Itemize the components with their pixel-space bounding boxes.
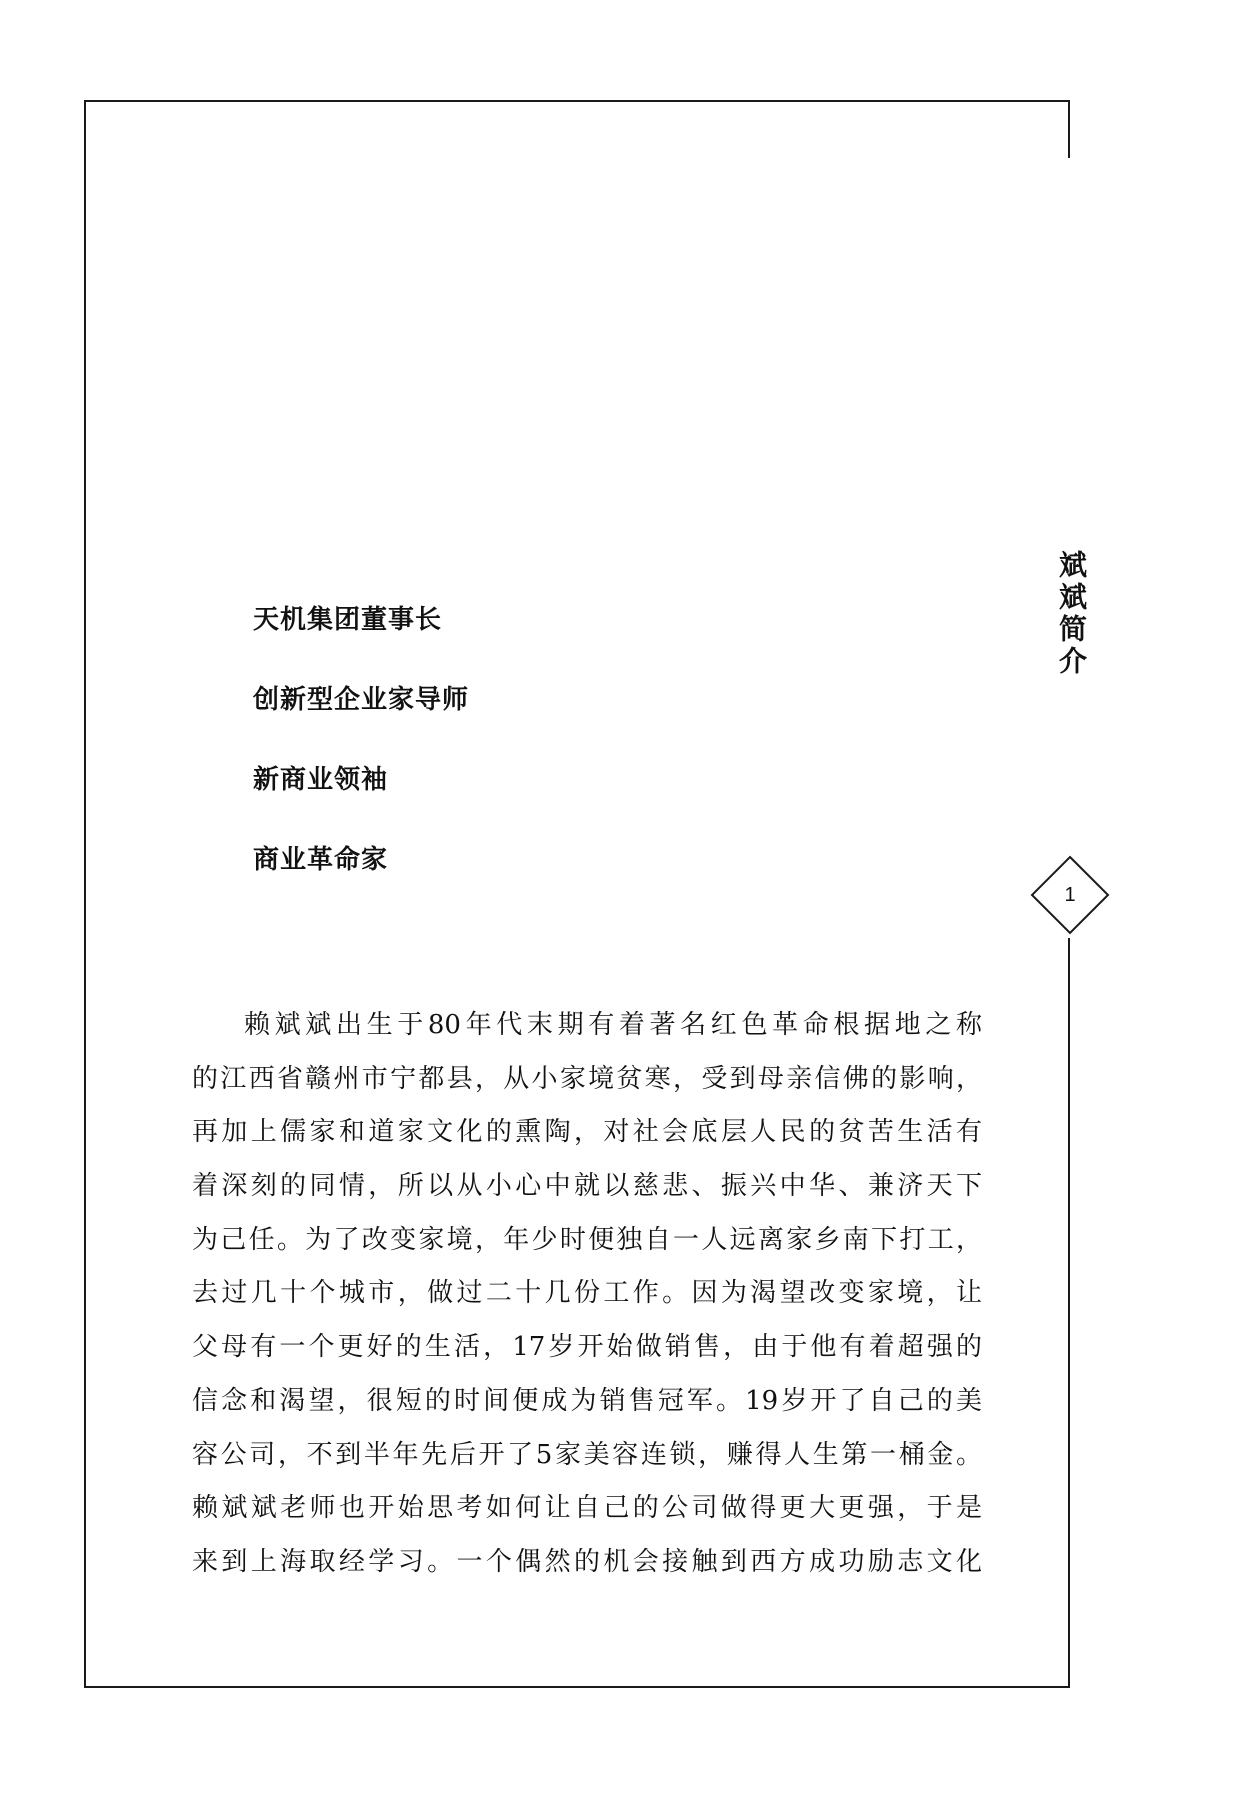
author-title-line: 新商业领袖 bbox=[253, 765, 389, 795]
page-number: 1 bbox=[1064, 884, 1076, 906]
page-frame-left-border bbox=[84, 100, 86, 1688]
page-frame-bottom-border bbox=[84, 1686, 1070, 1688]
paragraph-line: 着深刻的同情，所以从小心中就以慈悲、振兴中华、兼济天下 bbox=[192, 1171, 982, 1202]
paragraph-line: 容公司，不到半年先后开了5家美容连锁，赚得人生第一桶金。 bbox=[192, 1439, 982, 1470]
chapter-side-title: 斌斌简介 bbox=[1055, 550, 1088, 678]
author-title-line: 天机集团董事长 bbox=[253, 605, 443, 635]
paragraph-line: 赖斌斌老师也开始思考如何让自己的公司做得更大更强，于是 bbox=[192, 1493, 982, 1524]
paragraph-line: 父母有一个更好的生活，17岁开始做销售，由于他有着超强的 bbox=[192, 1332, 982, 1363]
paragraph-line: 信念和渴望，很短的时间便成为销售冠军。19岁开了自己的美 bbox=[192, 1385, 982, 1416]
paragraph-line: 再加上儒家和道家文化的熏陶，对社会底层人民的贫苦生活有 bbox=[192, 1117, 982, 1148]
paragraph-line: 赖斌斌出生于80年代末期有着著名红色革命根据地之称 bbox=[244, 1010, 982, 1040]
page-frame-right-border-upper bbox=[1068, 100, 1070, 158]
paragraph-line: 去过几十个城市，做过二十几份工作。因为渴望改变家境，让 bbox=[192, 1278, 982, 1309]
paragraph-line: 的江西省赣州市宁都县，从小家境贫寒，受到母亲信佛的影响， bbox=[192, 1063, 982, 1094]
author-titles-list bbox=[253, 600, 853, 920]
author-title-line: 创新型企业家导师 bbox=[253, 685, 470, 715]
author-title-line: 商业革命家 bbox=[253, 845, 389, 875]
paragraph-line: 为己任。为了改变家境，年少时便独自一人远离家乡南下打工， bbox=[192, 1224, 982, 1255]
page-frame-right-border-lower bbox=[1068, 938, 1070, 1688]
paragraph-line: 来到上海取经学习。一个偶然的机会接触到西方成功励志文化 bbox=[192, 1546, 982, 1577]
biography-paragraph bbox=[192, 1005, 982, 1596]
page-frame-top-border bbox=[84, 100, 1070, 102]
